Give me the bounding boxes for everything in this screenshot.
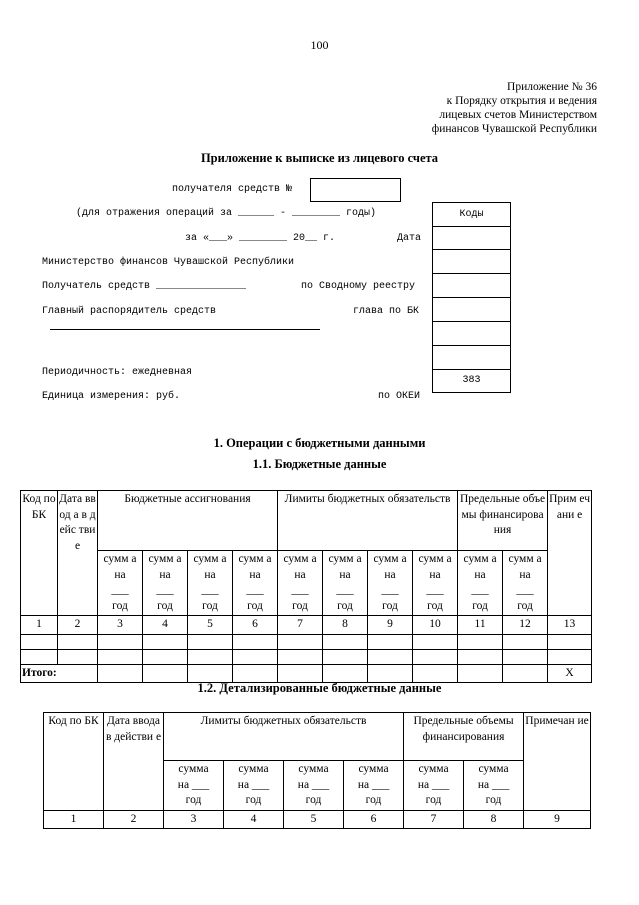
col-header-date: Дата ввод а в дейс твие <box>58 491 98 616</box>
sum-label: сумма <box>358 763 389 775</box>
sum-header <box>413 551 458 616</box>
operations-period-label: (для отражения операций за ______ - ________ годы) <box>76 208 377 219</box>
okei-label: по ОКЕИ <box>378 391 421 402</box>
codes-date-cell[interactable] <box>432 226 511 250</box>
col-num: 11 <box>458 616 503 635</box>
sum-year: год <box>425 794 442 807</box>
sum-header <box>98 551 143 616</box>
page-number: 100 <box>310 38 329 52</box>
total-mark: X <box>548 664 592 683</box>
sum-label: сумма <box>178 763 209 775</box>
col-header-assignments: Бюджетные ассигнования <box>98 491 278 551</box>
sum-year: год <box>365 794 382 807</box>
col-num: 13 <box>548 616 592 635</box>
sum-header <box>224 761 284 811</box>
appendix-line-2: к Порядку открытия и ведения <box>446 95 597 107</box>
col-header-volumes: Предельные объемы финансирования <box>404 713 524 761</box>
budget-data-table <box>20 490 592 683</box>
sum-blank: ___ <box>246 584 264 597</box>
sum-label: сумм а на <box>238 553 272 581</box>
col-header-date: Дата ввода в действи е <box>104 713 164 811</box>
codes-register-cell[interactable] <box>432 273 511 298</box>
codes-chapter-cell[interactable] <box>432 297 511 322</box>
sum-header <box>164 761 224 811</box>
col-num: 8 <box>323 616 368 635</box>
sum-year: год <box>517 599 533 612</box>
sum-label: сумм а на <box>283 553 317 581</box>
table-row <box>21 634 592 649</box>
sum-year: год <box>337 599 353 612</box>
sum-year: год <box>305 794 322 807</box>
sum-blank: ___ <box>291 584 309 597</box>
col-num: 9 <box>368 616 413 635</box>
col-num: 5 <box>188 616 233 635</box>
detailed-budget-table <box>43 712 591 829</box>
codes-ministry-cell[interactable] <box>432 249 511 274</box>
sum-blank: ___ <box>426 584 444 597</box>
col-num: 9 <box>524 810 591 829</box>
col-num: 3 <box>164 810 224 829</box>
sum-year: год <box>292 599 308 612</box>
section1-title: 1. Операции с бюджетными данными <box>213 436 426 450</box>
sum-label: сумма <box>238 763 269 775</box>
sum-year: год <box>427 599 443 612</box>
codes-column <box>432 202 511 393</box>
main-manager-underline <box>50 329 320 330</box>
appendix-line-3: лицевых счетов Министерством <box>439 109 597 121</box>
consolidated-register-label: по Сводному реестру <box>301 281 416 292</box>
sum-header <box>233 551 278 616</box>
sum-blank: ___ <box>336 584 354 597</box>
col-num: 10 <box>413 616 458 635</box>
col-header-note: Примечан ие <box>524 713 591 811</box>
sum-year: год <box>185 794 202 807</box>
sum-header <box>278 551 323 616</box>
sum-header <box>404 761 464 811</box>
col-header-note: Прим ечани е <box>548 491 592 616</box>
sum-on: на ___ <box>297 778 330 791</box>
sum-year: год <box>202 599 218 612</box>
sum-blank: ___ <box>516 584 534 597</box>
codes-okei-cell: 383 <box>432 369 511 393</box>
section2-title: 1.2. Детализированные бюджетные данные <box>197 681 442 695</box>
recipient-funds-label: Получатель средств _______________ <box>42 281 247 292</box>
sum-label: сумма <box>418 763 449 775</box>
chapter-bk-label: глава по БК <box>353 306 420 317</box>
appendix-line-1: Приложение № 36 <box>507 81 597 93</box>
sum-year: год <box>485 794 502 807</box>
col-num: 4 <box>143 616 188 635</box>
codes-periodicity-cell[interactable] <box>432 345 511 370</box>
appendix-reference <box>432 80 597 136</box>
sum-year: год <box>247 599 263 612</box>
periodicity-label: Периодичность: ежедневная <box>42 367 193 378</box>
codes-extra-cell[interactable] <box>432 321 511 346</box>
sum-label: сумма <box>478 763 509 775</box>
sum-header <box>143 551 188 616</box>
sum-header <box>284 761 344 811</box>
sum-label: сумм а на <box>418 553 452 581</box>
sum-header <box>503 551 548 616</box>
unit-label: Единица измерения: руб. <box>42 391 181 402</box>
section1-subtitle: 1.1. Бюджетные данные <box>252 457 387 471</box>
col-header-limits: Лимиты бюджетных обязательств <box>164 713 404 761</box>
sum-blank: ___ <box>111 584 129 597</box>
sum-label: сумм а на <box>103 553 137 581</box>
sum-header <box>188 551 233 616</box>
sum-header <box>323 551 368 616</box>
sum-year: год <box>382 599 398 612</box>
col-num: 2 <box>104 810 164 829</box>
sum-header <box>464 761 524 811</box>
sum-label: сумм а на <box>373 553 407 581</box>
sum-on: на ___ <box>237 778 270 791</box>
ministry-label: Министерство финансов Чувашской Республики <box>42 257 295 268</box>
col-num: 1 <box>44 810 104 829</box>
sum-label: сумм а на <box>148 553 182 581</box>
sum-label: сумм а на <box>328 553 362 581</box>
col-num: 8 <box>464 810 524 829</box>
col-num: 6 <box>233 616 278 635</box>
table-row <box>21 649 592 664</box>
appendix-line-4: финансов Чувашской Республики <box>431 123 597 135</box>
sum-blank: ___ <box>381 584 399 597</box>
col-num: 6 <box>344 810 404 829</box>
sum-label: сумм а на <box>193 553 227 581</box>
sum-on: на ___ <box>177 778 210 791</box>
sum-year: год <box>112 599 128 612</box>
sum-blank: ___ <box>471 584 489 597</box>
col-num: 7 <box>404 810 464 829</box>
sum-on: на ___ <box>417 778 450 791</box>
sum-label: сумм а на <box>463 553 497 581</box>
total-label: Итого: <box>21 664 98 683</box>
col-header-limits: Лимиты бюджетных обязательств <box>278 491 458 551</box>
sum-on: на ___ <box>477 778 510 791</box>
col-header-code: Код по БК <box>21 491 58 616</box>
sum-header <box>368 551 413 616</box>
col-num: 5 <box>284 810 344 829</box>
col-num: 4 <box>224 810 284 829</box>
main-manager-label: Главный распорядитель средств <box>42 306 217 317</box>
col-header-code: Код по БК <box>44 713 104 811</box>
sum-blank: ___ <box>156 584 174 597</box>
sum-year: год <box>245 794 262 807</box>
document-title: Приложение к выписке из лицевого счета <box>200 151 439 165</box>
codes-header: Коды <box>432 202 511 227</box>
col-header-volumes: Предельные объемы финансирова ния <box>458 491 548 551</box>
codes-date-label: Дата <box>397 233 422 244</box>
column-number-row <box>21 616 592 635</box>
col-num: 12 <box>503 616 548 635</box>
statement-date-label: за «___» ________ 20__ г. <box>185 233 336 244</box>
sum-year: год <box>157 599 173 612</box>
recipient-number-field[interactable] <box>310 178 401 202</box>
sum-header <box>458 551 503 616</box>
col-num: 2 <box>58 616 98 635</box>
total-row <box>21 664 592 683</box>
sum-year: год <box>472 599 488 612</box>
col-num: 3 <box>98 616 143 635</box>
sum-header <box>344 761 404 811</box>
column-number-row <box>44 810 591 829</box>
col-num: 7 <box>278 616 323 635</box>
sum-label: сумм а на <box>508 553 542 581</box>
sum-label: сумма <box>298 763 329 775</box>
col-num: 1 <box>21 616 58 635</box>
sum-blank: ___ <box>201 584 219 597</box>
sum-on: на ___ <box>357 778 390 791</box>
recipient-label: получателя средств № <box>172 184 293 195</box>
